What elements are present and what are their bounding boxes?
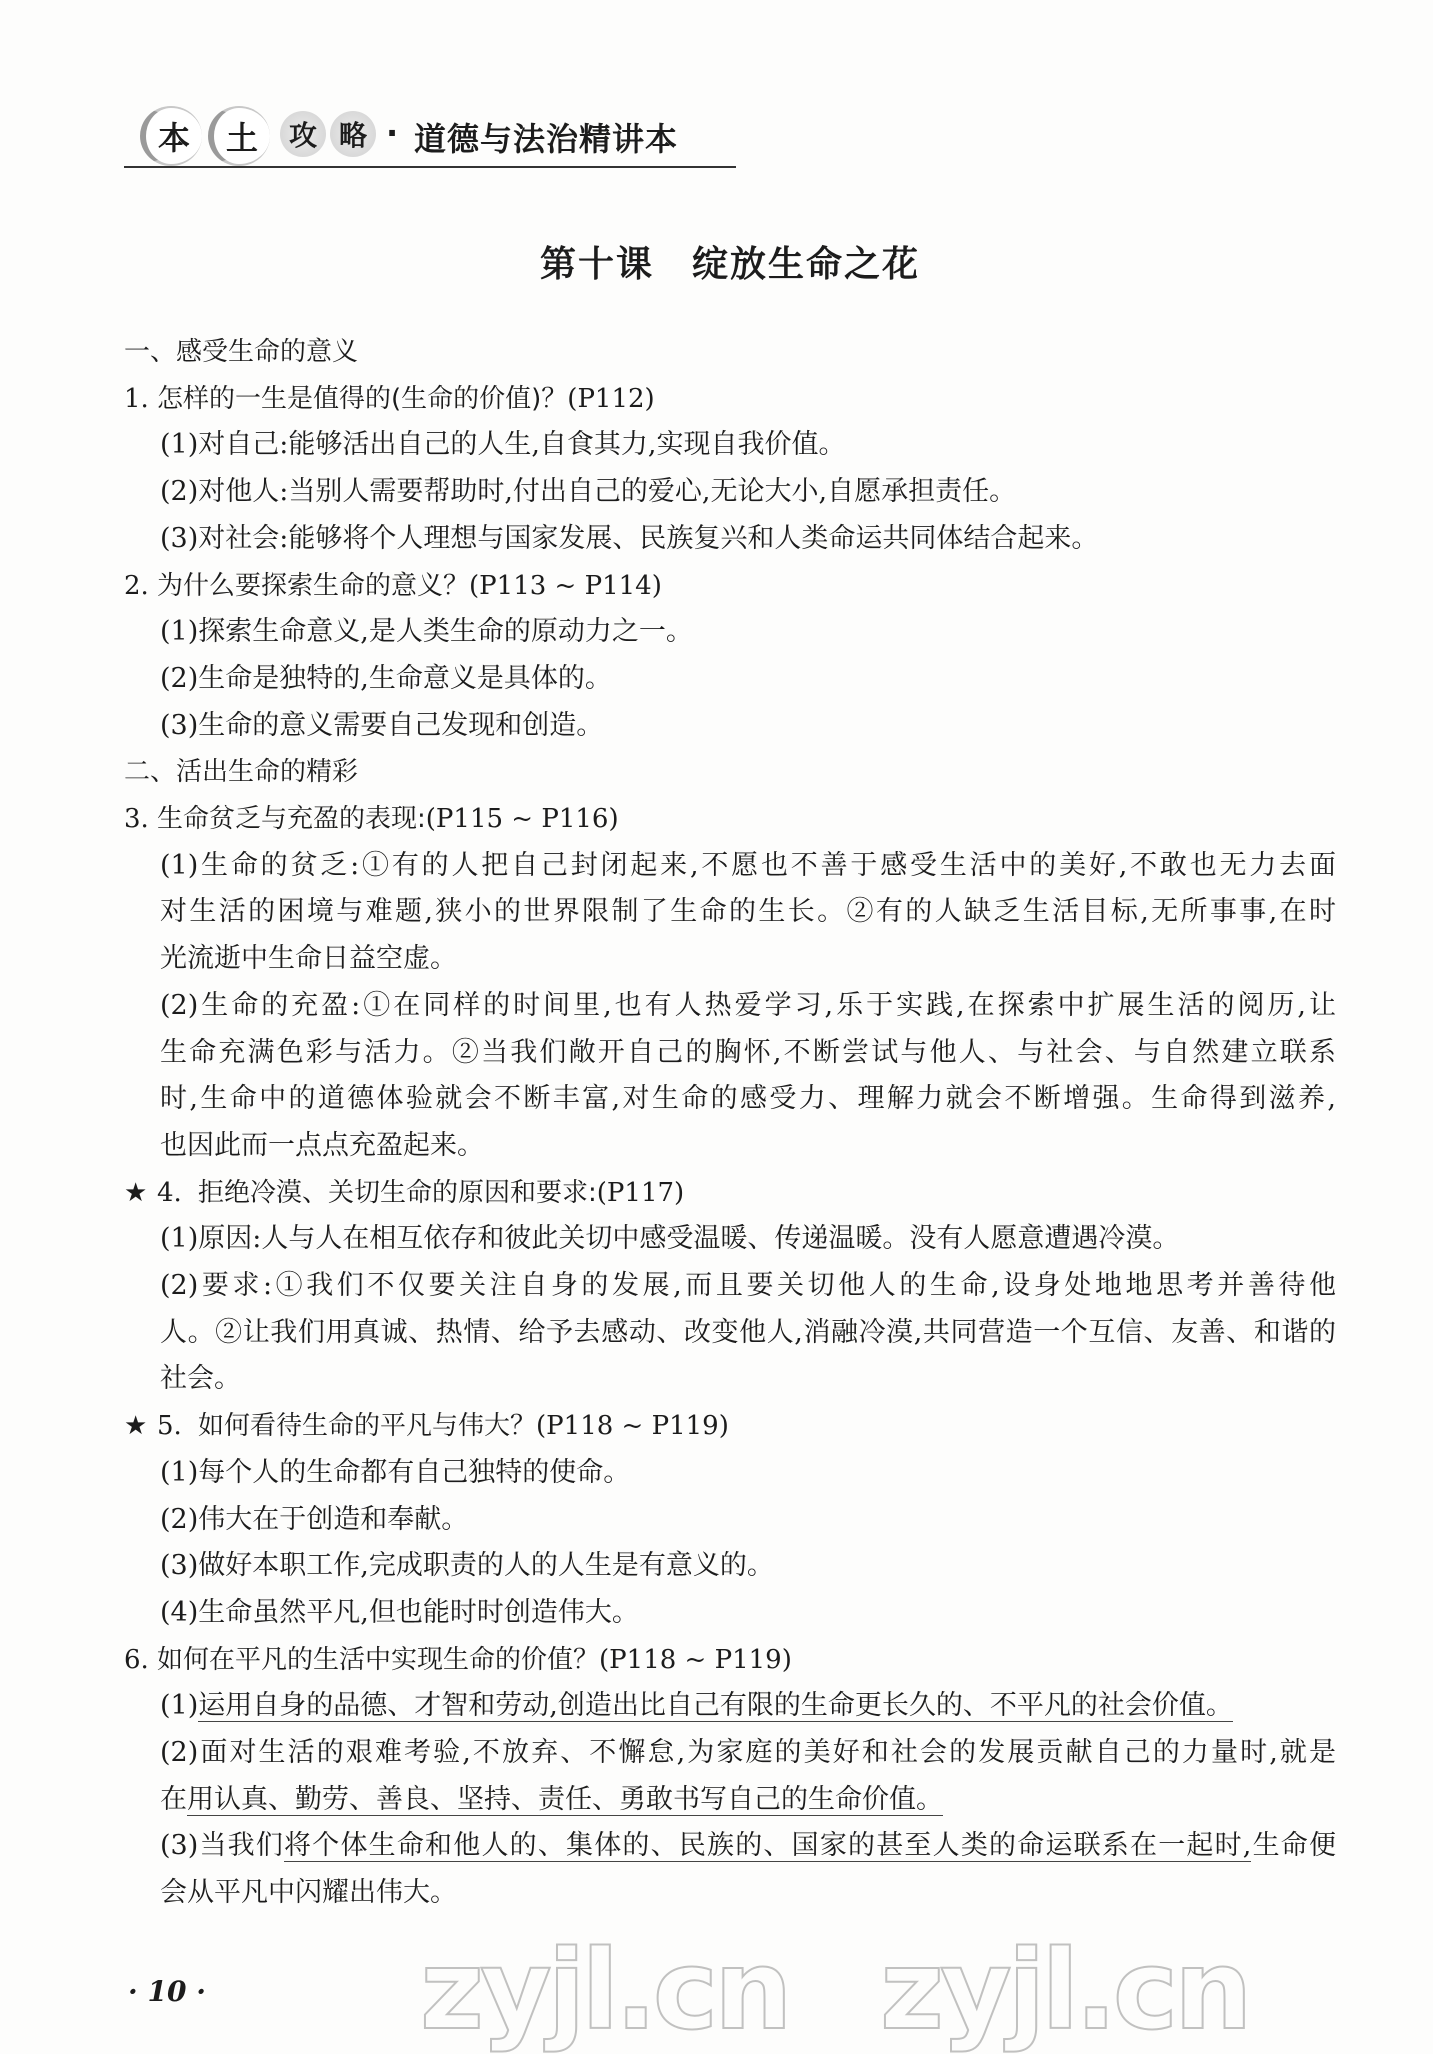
- paragraph-line: [160, 1216, 1336, 1263]
- logo-circle-2: [208, 106, 270, 166]
- page-reference: (P115 ~ P116): [425, 804, 619, 834]
- page-reference: (P112): [567, 383, 655, 414]
- watermark: zyjl.cn: [880, 1926, 1249, 2054]
- paragraph-line: [160, 703, 1336, 750]
- section-heading: 一、感受生命的意义: [124, 337, 359, 367]
- text-segment: (2)伟大在于创造和奉献。: [160, 1503, 469, 1535]
- question-text: [157, 563, 662, 610]
- question-label: 怎样的一生是值得的(生命的价值)？: [157, 383, 568, 414]
- question-number: 5.: [157, 1411, 182, 1442]
- paragraph-line: [160, 1030, 1336, 1077]
- question-number: 2.: [124, 570, 149, 601]
- underlined-text: 将个体生命和他人的、集体的、民族的、国家的甚至人类的命运联系在一起时,: [284, 1830, 1252, 1862]
- paragraph-line: [160, 1263, 1336, 1310]
- paragraph-line: [160, 469, 1336, 516]
- question-text: [157, 1637, 792, 1684]
- logo-char: 本: [157, 119, 190, 157]
- text-segment: 在: [160, 1783, 187, 1815]
- text-segment: (1)探索生命意义,是人类生命的原动力之一。: [160, 616, 693, 648]
- text-segment: (1)生命的贫乏:①有的人把自己封闭起来,不愿也不善于感受生活中的美好,不敢也无力去面: [160, 849, 1336, 881]
- text-segment: 会从平凡中闪耀出伟大。: [160, 1877, 457, 1909]
- star-icon: ★: [124, 1411, 148, 1442]
- logo-char: 土: [225, 119, 258, 157]
- logo-circle-1: [140, 106, 202, 166]
- underlined-text: 用认真、勤劳、善良、坚持、责任、勇敢书写自己的生命价值。: [187, 1783, 943, 1815]
- question-label: 如何在平凡的生活中实现生命的价值？: [157, 1644, 600, 1675]
- text-segment: (3)对社会:能够将个人理想与国家发展、民族复兴和人类命运共同体结合起来。: [160, 522, 1099, 554]
- paragraph-line: [160, 1497, 1336, 1544]
- question-label: 生命贫乏与充盈的表现:: [157, 804, 426, 834]
- page-number: · 10 ·: [128, 1975, 206, 2008]
- question-text: [198, 1403, 729, 1450]
- paragraph-line: [160, 1356, 1336, 1403]
- text-segment: 人。②让我们用真诚、热情、给予去感动、改变他人,消融冷漠,共同营造一个互信、友善、和谐的: [160, 1316, 1336, 1348]
- text-segment: (3)做好本职工作,完成职责的人的人生是有意义的。: [160, 1550, 774, 1582]
- question-number: 3.: [124, 804, 149, 834]
- page-reference: (P117): [596, 1177, 685, 1208]
- logo-sub-char: 攻: [288, 119, 317, 152]
- text-segment: 对生活的困境与难题,狭小的世界限制了生命的生长。②有的人缺乏生活目标,无所事事,在时: [160, 896, 1336, 928]
- text-segment: 时,生命中的道德体验就会不断丰富,对生命的感受力、理解力就会不断增强。生命得到滋养,: [160, 1083, 1336, 1115]
- text-segment: (1)对自己:能够活出自己的人生,自食其力,实现自我价值。: [160, 429, 846, 461]
- lesson-title: 第十课 绽放生命之花: [539, 243, 920, 285]
- paragraph-line: [160, 609, 1336, 656]
- page-reference: (P113 ~ P114): [469, 570, 662, 601]
- paragraph-line: [160, 1823, 1336, 1870]
- paragraph-line: [160, 1543, 1336, 1590]
- text-segment: (1)原因:人与人在相互依存和彼此关切中感受温暖、传递温暖。没有人愿意遭遇冷漠。: [160, 1223, 1180, 1255]
- text-segment: (2)生命的充盈:①在同样的时间里,也有人热爱学习,乐于实践,在探索中扩展生活的阅历,让: [160, 989, 1336, 1021]
- text-segment: 生命充满色彩与活力。②当我们敞开自己的胸怀,不断尝试与他人、与社会、与自然建立联系: [160, 1036, 1336, 1068]
- page-reference: (P118 ~ P119): [536, 1411, 729, 1442]
- question-number: 6.: [124, 1644, 149, 1675]
- section-heading: 二、活出生命的精彩: [124, 757, 359, 788]
- paragraph-line: [160, 983, 1336, 1030]
- logo-sub-2: [330, 111, 376, 157]
- text-segment: (4)生命虽然平凡,但也能时时创造伟大。: [160, 1596, 639, 1628]
- paragraph-line: [160, 1450, 1336, 1497]
- text-segment: 生命便: [1251, 1830, 1337, 1862]
- question-number: 1.: [124, 383, 149, 414]
- text-segment: (2)生命是独特的,生命意义是具体的。: [160, 662, 612, 694]
- paragraph-line: [160, 843, 1336, 890]
- paragraph-line: [160, 516, 1336, 563]
- text-segment: (3)当我们: [160, 1830, 285, 1862]
- paragraph-line: [160, 422, 1336, 469]
- paragraph-line: [160, 1123, 1336, 1170]
- text-segment: 光流逝中生命日益空虚。: [160, 943, 457, 975]
- question-label: 为什么要探索生命的意义？: [157, 570, 470, 601]
- paragraph-line: [160, 1310, 1336, 1357]
- paragraph-line: [160, 889, 1336, 936]
- series-title: 道德与法治精讲本: [414, 120, 679, 158]
- text-segment: (2)面对生活的艰难考验,不放弃、不懈怠,为家庭的美好和社会的发展贡献自己的力量时,就是: [160, 1737, 1336, 1768]
- text-segment: (2)对他人:当别人需要帮助时,付出自己的爱心,无论大小,自愿承担责任。: [160, 476, 1017, 508]
- paragraph-line: [160, 1076, 1336, 1123]
- logo-sub-1: [280, 111, 326, 157]
- paragraph-line: [160, 1683, 1336, 1730]
- question-label: 拒绝冷漠、关切生命的原因和要求:: [198, 1177, 597, 1208]
- question-text: [198, 1170, 684, 1217]
- logo-sub-char: 略: [338, 119, 367, 152]
- text-segment: (3)生命的意义需要自己发现和创造。: [160, 709, 604, 741]
- underlined-text: 运用自身的品德、才智和劳动,创造出比自己有限的生命更长久的、不平凡的社会价值。: [198, 1690, 1233, 1722]
- question-text: [157, 796, 619, 843]
- text-segment: 社会。: [160, 1363, 241, 1395]
- header-dot: ·: [386, 114, 400, 152]
- header-rule: [124, 166, 736, 168]
- text-segment: (1)每个人的生命都有自己独特的使命。: [160, 1456, 631, 1488]
- paragraph-line: [160, 1590, 1336, 1637]
- star-icon: ★: [124, 1177, 148, 1208]
- watermark: zyjl.cn: [420, 1926, 789, 2054]
- text-segment: (1): [160, 1690, 199, 1722]
- paragraph-line: [160, 1730, 1336, 1777]
- paragraph-line: [160, 936, 1336, 983]
- paragraph-line: [160, 1777, 1336, 1824]
- text-segment: 也因此而一点点充盈起来。: [160, 1129, 484, 1161]
- paragraph-line: [160, 1870, 1336, 1917]
- question-number: 4.: [157, 1177, 182, 1208]
- text-segment: (2)要求:①我们不仅要关注自身的发展,而且要关切他人的生命,设身处地地思考并善待他: [160, 1270, 1336, 1301]
- page-reference: (P118 ~ P119): [599, 1644, 792, 1675]
- paragraph-line: [160, 656, 1336, 703]
- question-text: [157, 376, 655, 423]
- question-label: 如何看待生命的平凡与伟大？: [198, 1411, 537, 1442]
